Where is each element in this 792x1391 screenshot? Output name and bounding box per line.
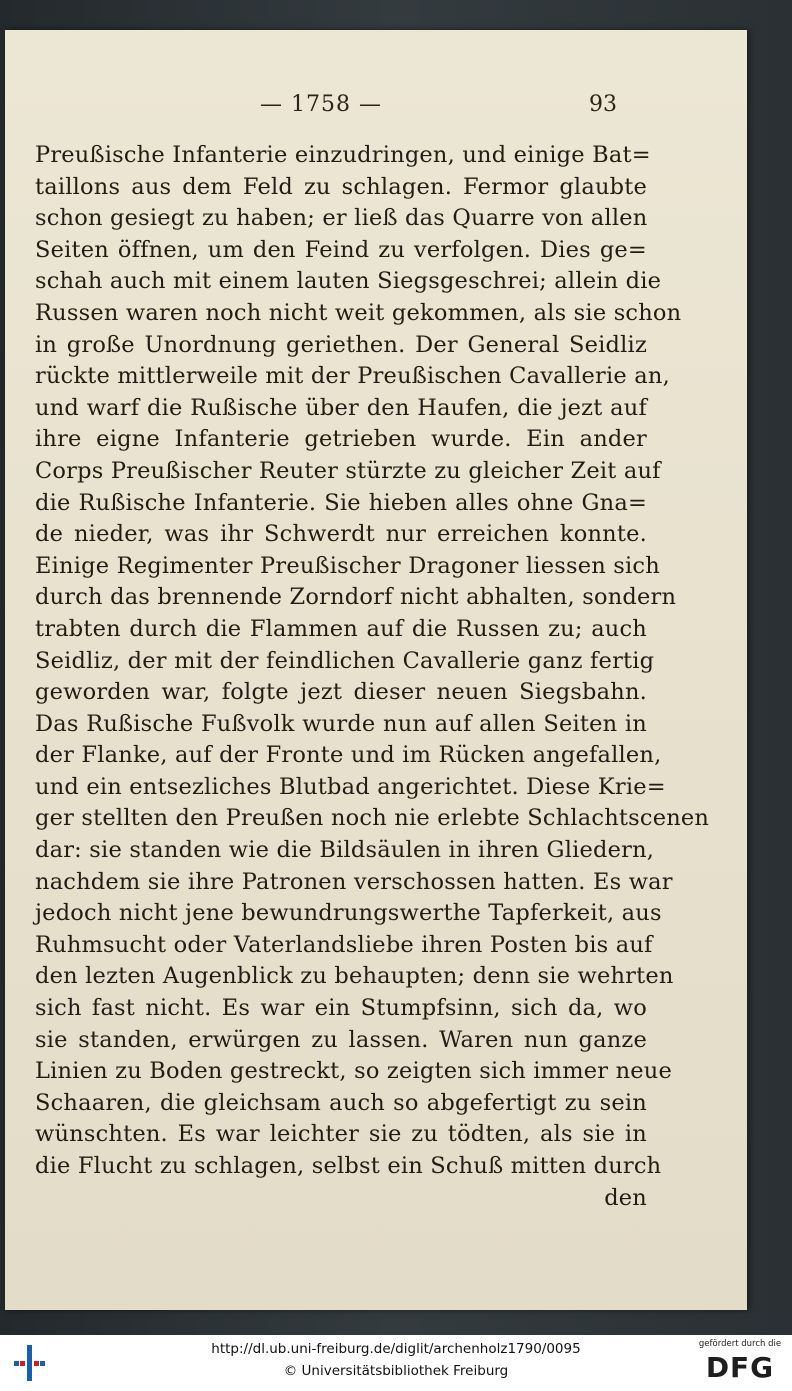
text-line: den lezten Augenblick zu behaupten; denn sie wehrten xyxy=(35,963,674,990)
text-line: die Rußische Infanterie. Sie hieben alles ohne Gna= xyxy=(35,489,647,516)
text-line: dar: sie standen wie die Bildsäulen in ihren Gliedern, xyxy=(35,837,655,864)
body-text xyxy=(35,140,710,1214)
page-header xyxy=(5,92,747,122)
source-url-link[interactable]: http://dl.ub.uni-freiburg.de/diglit/archenholz1790/0095 xyxy=(211,1341,581,1357)
dfg-mark: DFG xyxy=(705,1351,775,1384)
text-line: nachdem sie ihre Patronen verschossen hatten. Es war xyxy=(35,868,673,895)
text-line: Preußische Infanterie einzudringen, und einige Bat= xyxy=(35,142,651,168)
text-line: Seiten öffnen, um den Feind zu verfolgen. Dies ge= xyxy=(35,236,647,263)
text-line: Ruhmsucht oder Vaterlandsliebe ihren Posten bis auf xyxy=(35,931,653,958)
catchword-line: den xyxy=(604,1184,647,1211)
text-line: sich fast nicht. Es war ein Stumpfsinn, sich da, wo xyxy=(35,995,647,1022)
page-number: 93 xyxy=(589,92,617,117)
text-line: jedoch nicht jene bewundrungswerthe Tapferkeit, aus xyxy=(35,900,662,927)
text-line: taillons aus dem Feld zu schlagen. Fermor glaubte xyxy=(35,173,647,200)
text-line: durch das brennende Zorndorf nicht abhalten, sondern xyxy=(35,584,677,611)
footer-bar xyxy=(0,1335,792,1391)
text-line: Schaaren, die gleichsam auch so abgefertigt zu sein xyxy=(35,1089,647,1116)
text-line: und warf die Rußische über den Haufen, die jezt auf xyxy=(35,394,647,421)
text-line: und ein entsezliches Blutbad angerichtet. Diese Krie= xyxy=(35,773,666,800)
text-line: schon gesiegt zu haben; er ließ das Quarre von allen xyxy=(35,205,648,232)
text-line: wünschten. Es war leichter sie zu tödten, als sie in xyxy=(35,1121,647,1148)
text-line: ger stellten den Preußen noch nie erlebte Schlachtscenen xyxy=(35,805,710,832)
dfg-logo xyxy=(696,1339,784,1387)
text-line: Linien zu Boden gestreckt, so zeigten sich immer neue xyxy=(35,1058,672,1085)
text-line: sie standen, erwürgen zu lassen. Waren nun ganze xyxy=(35,1026,647,1053)
text-line: geworden war, folgte jezt dieser neuen Siegsbahn. xyxy=(35,679,647,706)
text-line: Das Rußische Fußvolk wurde nun auf allen Seiten in xyxy=(35,710,647,737)
text-line: Einige Regimenter Preußischer Dragoner liessen sich xyxy=(35,552,660,579)
text-line: die Flucht zu schlagen, selbst ein Schuß mitten durch xyxy=(35,1153,662,1179)
text-line: Seidliz, der mit der feindlichen Cavallerie ganz fertig xyxy=(35,647,655,674)
running-title: — 1758 — xyxy=(260,92,382,117)
text-line: rückte mittlerweile mit der Preußischen Cavallerie an, xyxy=(35,363,670,390)
text-line: Russen waren noch nicht weit gekommen, als sie schon xyxy=(35,299,682,326)
text-line: de nieder, was ihr Schwerdt nur erreichen konnte. xyxy=(35,521,647,548)
book-page xyxy=(5,30,747,1310)
dfg-caption: gefördert durch die xyxy=(698,1339,782,1349)
text-line: trabten durch die Flammen auf die Russen zu; auch xyxy=(35,615,647,642)
text-line: in große Unordnung geriethen. Der General Seidliz xyxy=(35,331,647,358)
text-line: ihre eigne Infanterie getrieben wurde. Ein ander xyxy=(35,426,647,453)
text-line: Corps Preußischer Reuter stürzte zu gleicher Zeit auf xyxy=(35,457,661,484)
copyright-notice: © Universitätsbibliothek Freiburg xyxy=(283,1363,509,1379)
text-line: schah auch mit einem lauten Siegsgeschrei; allein die xyxy=(35,268,662,295)
text-line: der Flanke, auf der Fronte und im Rücken angefallen, xyxy=(35,742,662,769)
